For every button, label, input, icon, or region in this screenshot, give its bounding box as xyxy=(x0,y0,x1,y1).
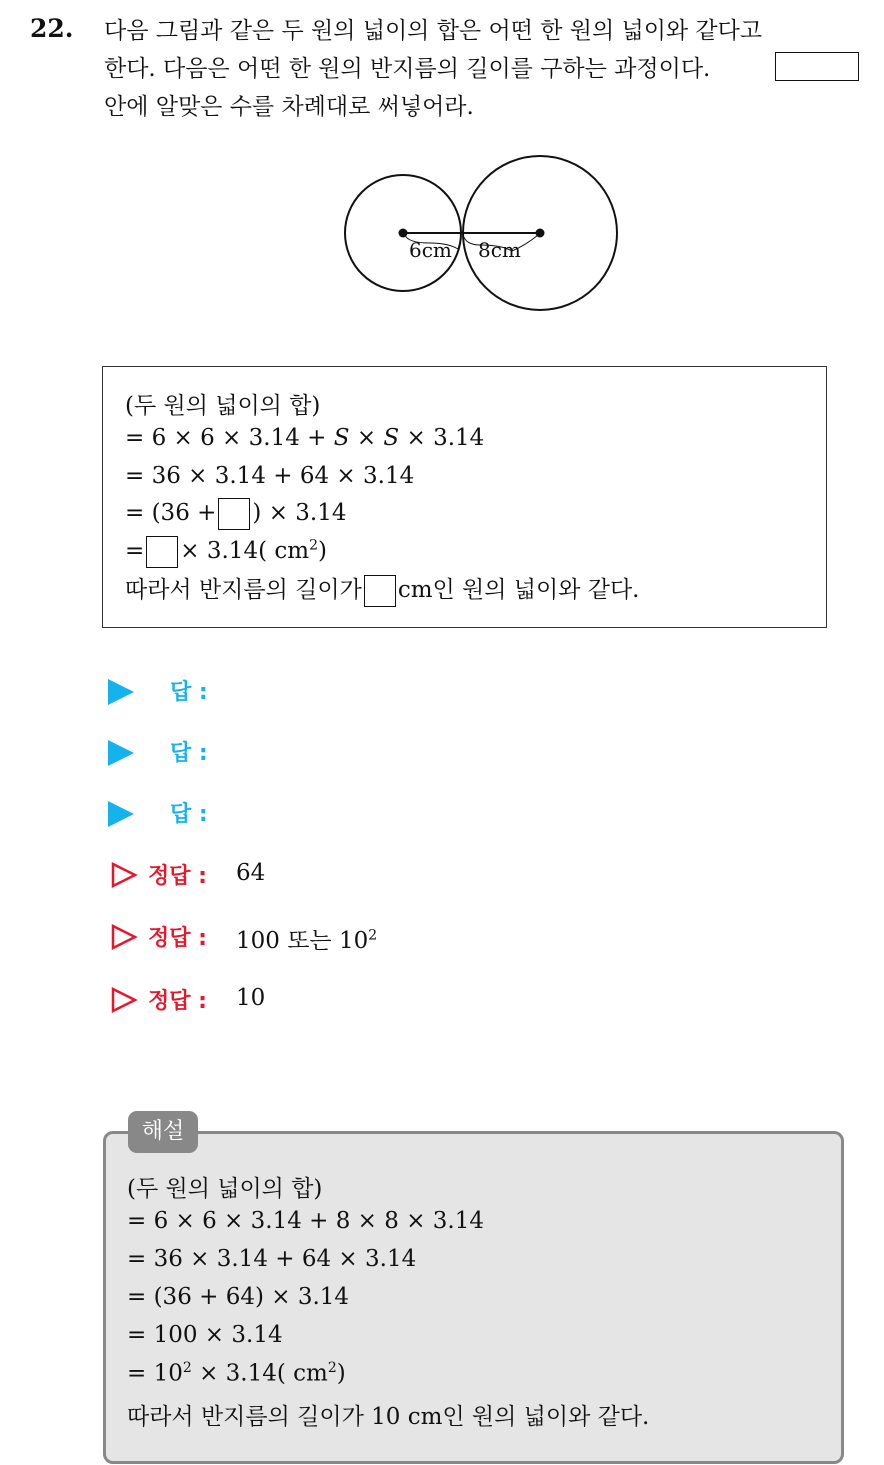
explanation-line-1: (두 원의 넓이의 합) xyxy=(127,1176,323,1202)
solution-label-3: 정답 : xyxy=(148,989,207,1014)
explanation-line-6-b: × 3.14( cm xyxy=(191,1360,328,1387)
blank-box-icon xyxy=(775,52,859,81)
question-line-2-text: 한다. 다음은 어떤 한 원의 반지름의 길이를 구하는 과정이다. xyxy=(104,56,711,82)
answer-label-1: 답 : xyxy=(170,680,208,705)
left-radius-label: 6cm xyxy=(409,238,452,262)
solution-value-1: 64 xyxy=(236,860,266,886)
outline-triangle-icon xyxy=(110,861,138,889)
explanation-line-3: = 36 × 3.14 + 64 × 3.14 xyxy=(127,1246,417,1272)
explanation-box xyxy=(103,1131,844,1464)
solution-label-2: 정답 : xyxy=(148,926,207,951)
right-radius-label: 8cm xyxy=(478,238,521,262)
explanation-line-7: 따라서 반지름의 길이가 10 cm인 원의 넓이와 같다. xyxy=(127,1404,650,1430)
question-line-3: 안에 알맞은 수를 차례대로 써넣어라. xyxy=(104,94,474,120)
question-text xyxy=(104,12,864,126)
work-line-4-a: = (36 + xyxy=(125,500,217,526)
work-line-5-b: × 3.14( cm xyxy=(180,538,310,564)
work-line-6-a: 따라서 반지름의 길이가 xyxy=(125,577,362,603)
work-line-2-b: × xyxy=(349,425,384,451)
question-line-1: 다음 그림과 같은 두 원의 넓이의 합은 어떤 한 원의 넓이와 같다고 xyxy=(104,18,763,44)
work-line-6 xyxy=(125,571,640,607)
blank-box-1[interactable] xyxy=(218,498,250,530)
solution-value-2-a: 100 또는 10 xyxy=(236,928,369,954)
play-triangle-icon xyxy=(108,679,134,705)
explanation-line-6-c: ) xyxy=(336,1360,346,1387)
blank-box-2[interactable] xyxy=(146,536,178,568)
answer-label-2: 답 : xyxy=(170,741,208,766)
question-number: 22. xyxy=(30,14,74,43)
blank-box-3[interactable] xyxy=(364,575,396,607)
work-line-5-c: ) xyxy=(317,538,327,564)
play-triangle-icon xyxy=(108,740,134,766)
explanation-line-6-sup2: 2 xyxy=(327,1360,337,1376)
explanation-line-6 xyxy=(127,1360,346,1387)
play-triangle-icon xyxy=(108,801,134,827)
solution-value-2-sup: 2 xyxy=(368,927,378,944)
work-line-3: = 36 × 3.14 + 64 × 3.14 xyxy=(125,463,415,489)
work-var-s2: S xyxy=(383,425,400,451)
work-line-4 xyxy=(125,498,346,530)
work-line-5-a: = xyxy=(125,538,145,564)
solution-value-3: 10 xyxy=(236,985,266,1011)
work-line-2-a: = 6 × 6 × 3.14 + xyxy=(125,425,334,451)
explanation-line-6-sup: 2 xyxy=(182,1360,192,1376)
explanation-line-6-a: = 10 xyxy=(127,1360,183,1387)
outline-triangle-icon xyxy=(110,986,138,1014)
work-line-5 xyxy=(125,536,327,568)
outline-triangle-icon xyxy=(110,923,138,951)
work-line-2 xyxy=(125,425,484,451)
left-center-dot xyxy=(399,229,408,238)
work-line-1: (두 원의 넓이의 합) xyxy=(125,393,321,419)
solution-label-1: 정답 : xyxy=(148,864,207,889)
explanation-line-2: = 6 × 6 × 3.14 + 8 × 8 × 3.14 xyxy=(127,1208,485,1234)
work-line-2-c: × 3.14 xyxy=(399,425,485,451)
work-line-6-b: cm인 원의 넓이와 같다. xyxy=(397,577,640,603)
explanation-line-5: = 100 × 3.14 xyxy=(127,1322,283,1348)
work-box xyxy=(102,366,827,628)
explanation-line-4: = (36 + 64) × 3.14 xyxy=(127,1284,350,1310)
question-line-2 xyxy=(104,50,864,88)
work-line-4-b: ) × 3.14 xyxy=(252,500,347,526)
solution-value-2 xyxy=(236,922,377,955)
two-circles-figure xyxy=(330,145,630,325)
answer-label-3: 답 : xyxy=(170,802,208,827)
work-line-5-sup: 2 xyxy=(309,537,318,554)
explanation-tag: 해설 xyxy=(128,1111,198,1153)
work-var-s1: S xyxy=(333,425,350,451)
